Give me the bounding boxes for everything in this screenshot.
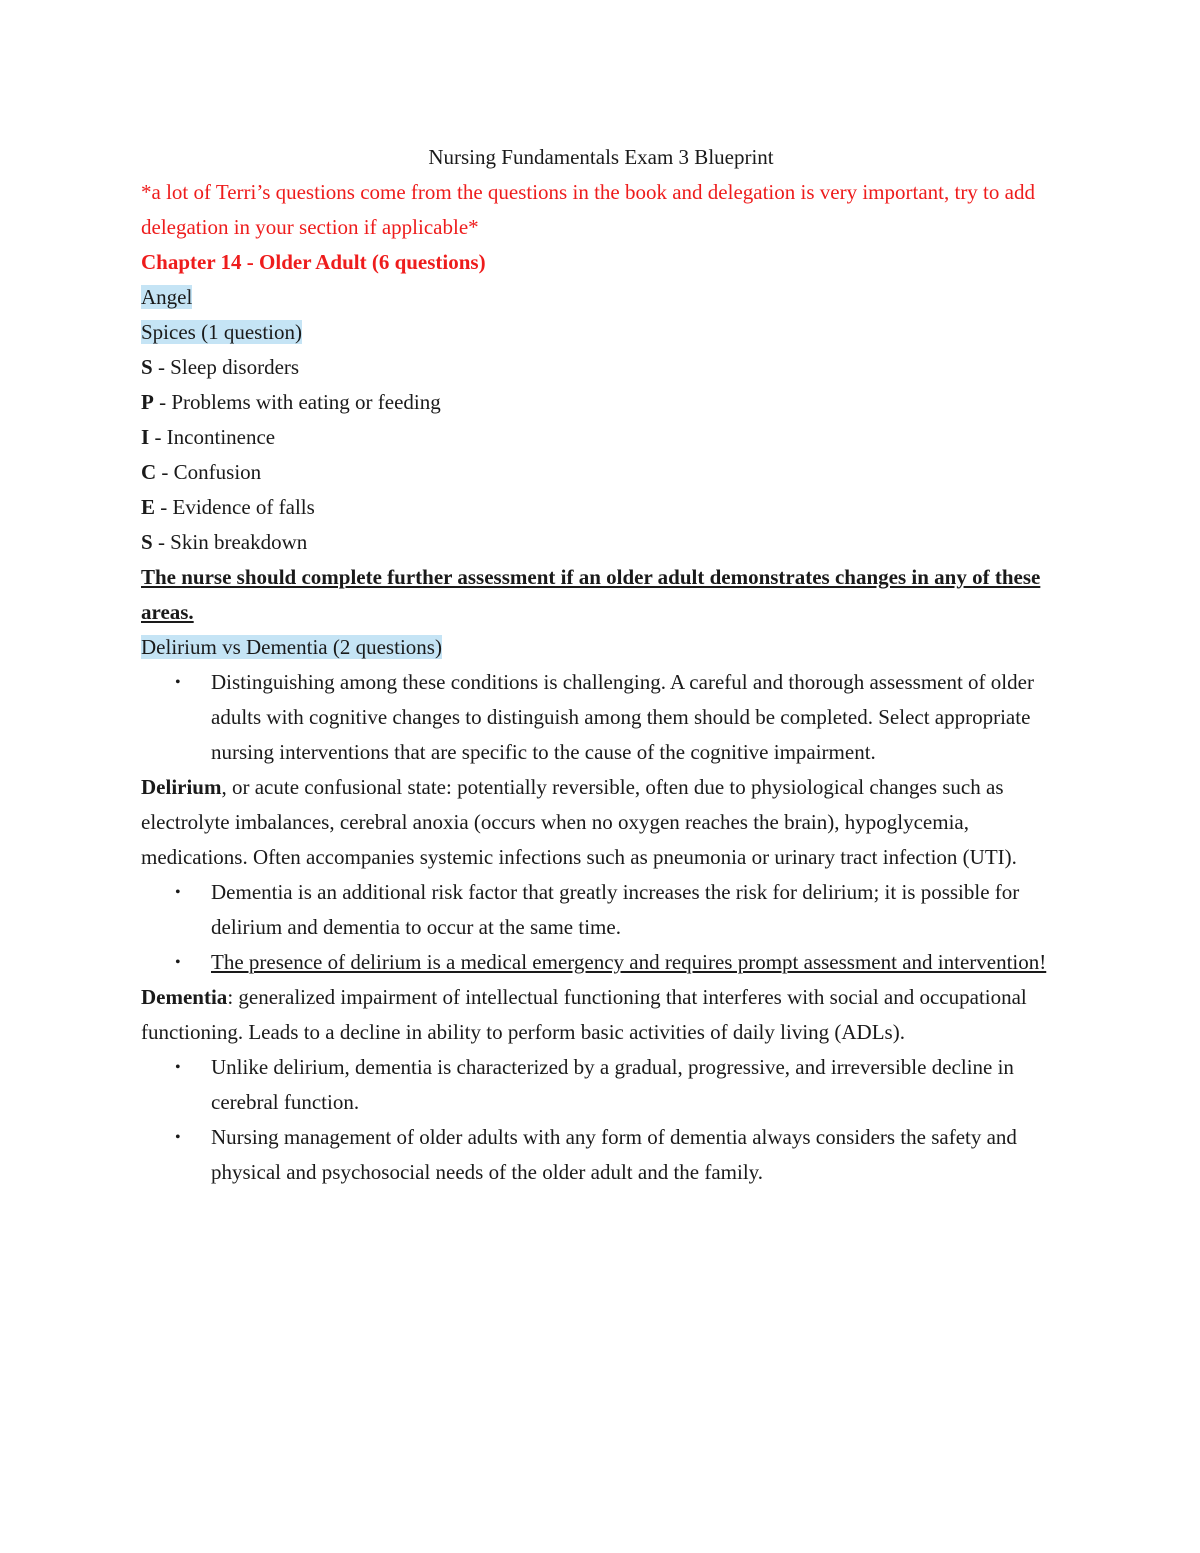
dd-bullet-list bbox=[141, 665, 1061, 770]
spices-item: I - Incontinence bbox=[141, 425, 276, 449]
spices-item: S - Sleep disorders bbox=[141, 355, 300, 379]
spices-heading: Spices (1 question) bbox=[141, 320, 302, 344]
document-title: Nursing Fundamentals Exam 3 Blueprint bbox=[428, 145, 774, 169]
bullet-icon: • bbox=[175, 674, 181, 691]
bullet-icon: • bbox=[175, 1129, 181, 1146]
assessment-note: The nurse should complete further assessment if an older adult demonstrates changes in any of these areas. bbox=[141, 565, 1041, 624]
list-item: • Unlike delirium, dementia is characterized by a gradual, progressive, and irreversible decline in cerebral function. bbox=[211, 1050, 1061, 1120]
list-item: • Distinguishing among these conditions is challenging. A careful and thorough assessment of older adults with cognitive changes to distinguish among them should be completed. Select appropriate nursing interventions that are specific to the cause of the cognitive impairment. bbox=[211, 665, 1061, 770]
delirium-term: Delirium bbox=[141, 775, 222, 799]
chapter-heading: Chapter 14 - Older Adult (6 questions) bbox=[141, 250, 486, 274]
dementia-term: Dementia bbox=[141, 985, 228, 1009]
delirium-bullet-list bbox=[141, 875, 1061, 980]
bullet-icon: • bbox=[175, 884, 181, 901]
dementia-definition: Dementia: generalized impairment of intellectual functioning that interferes with social and occupational functioning. Leads to a decline in ability to perform basic activities of daily living (ADLs). bbox=[141, 985, 1027, 1044]
spices-item: E - Evidence of falls bbox=[141, 495, 315, 519]
delirium-definition: Delirium, or acute confusional state: potentially reversible, often due to physiological changes such as electrolyte imbalances, cerebral anoxia (occurs when no oxygen reaches the brain), hypoglycemia, medications. Often accompanies systemic infections such as pneumonia or urinary tract infection (UTI). bbox=[141, 775, 1017, 869]
spices-item: S - Skin breakdown bbox=[141, 530, 308, 554]
bullet-icon: • bbox=[175, 954, 181, 971]
instructor-note: *a lot of Terri’s questions come from the questions in the book and delegation is very important, try to add delegation in your section if applicable* bbox=[141, 180, 1035, 239]
spices-item: P - Problems with eating or feeding bbox=[141, 390, 441, 414]
list-item: • Dementia is an additional risk factor that greatly increases the risk for delirium; it is possible for delirium and dementia to occur at the same time. bbox=[211, 875, 1061, 945]
delirium-dementia-heading: Delirium vs Dementia (2 questions) bbox=[141, 635, 442, 659]
document-body bbox=[141, 140, 1061, 1190]
spices-list bbox=[141, 350, 1061, 560]
author-name: Angel bbox=[141, 285, 193, 309]
bullet-icon: • bbox=[175, 1059, 181, 1076]
list-item: • The presence of delirium is a medical emergency and requires prompt assessment and intervention! bbox=[211, 945, 1061, 980]
dementia-bullet-list bbox=[141, 1050, 1061, 1190]
list-item: • Nursing management of older adults with any form of dementia always considers the safety and physical and psychosocial needs of the older adult and the family. bbox=[211, 1120, 1061, 1190]
spices-item: C - Confusion bbox=[141, 460, 262, 484]
